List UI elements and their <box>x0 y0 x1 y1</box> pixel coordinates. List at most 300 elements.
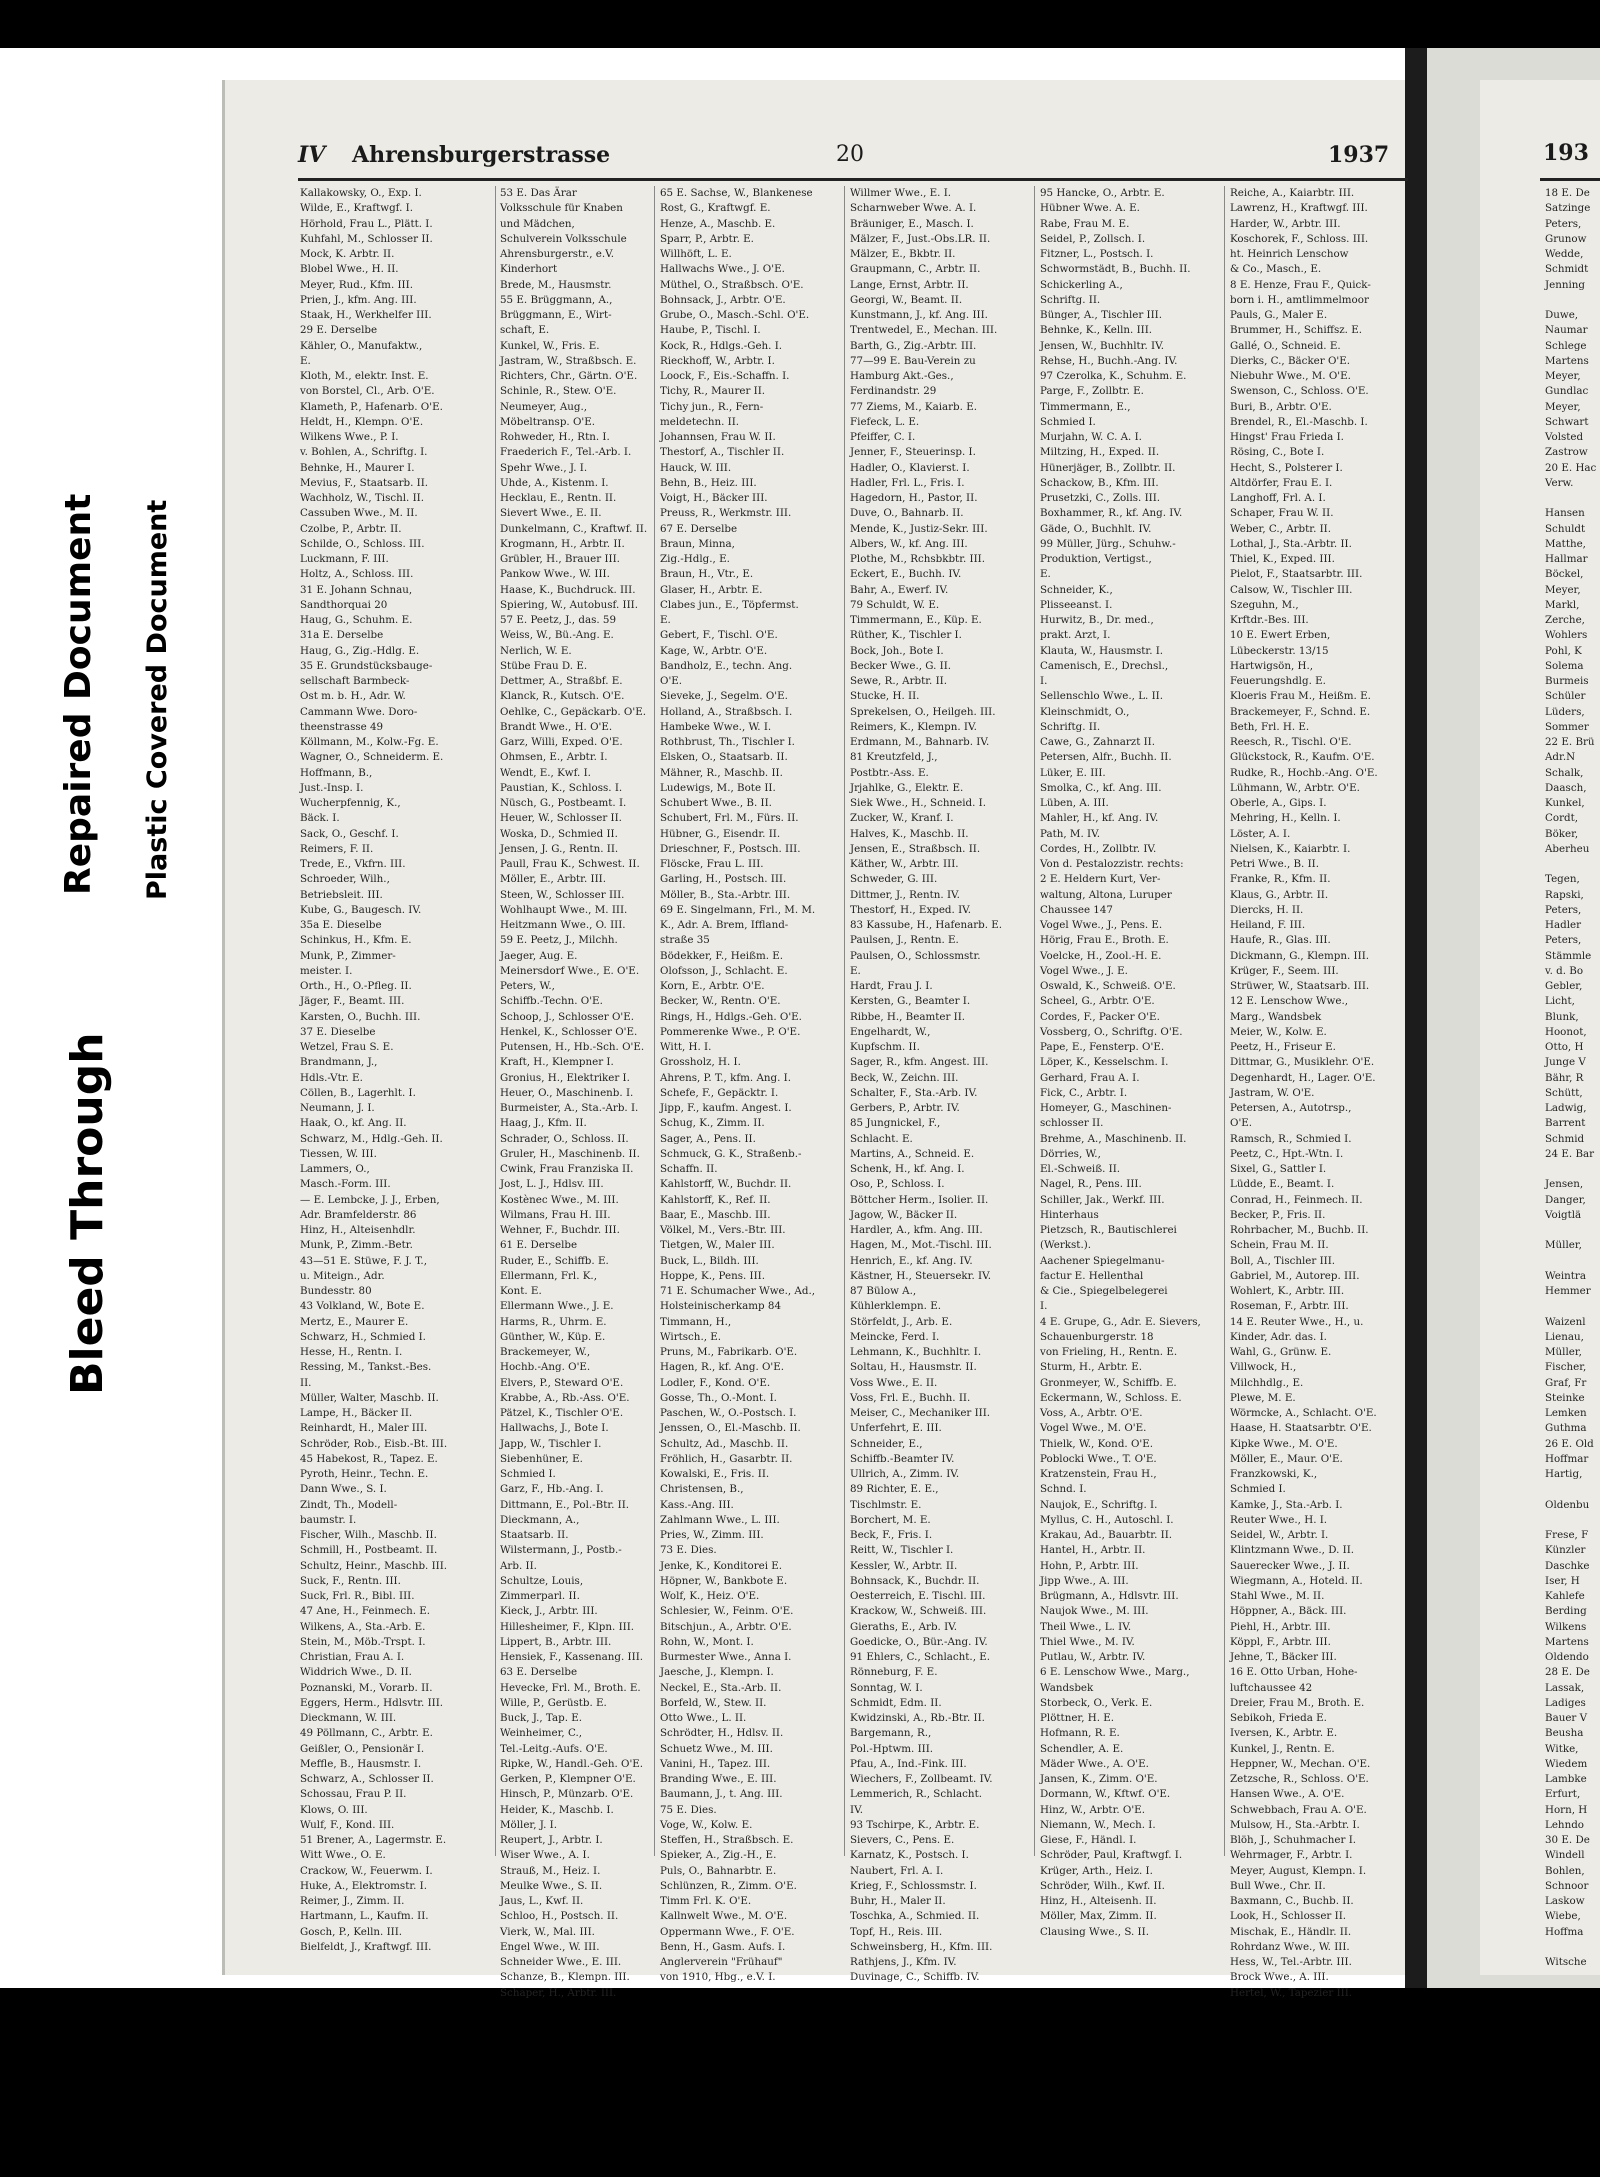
directory-entry: Schauenburgerstr. 18 <box>1040 1330 1154 1343</box>
directory-entry: Pfau, A., Ind.-Fink. III. <box>850 1757 967 1770</box>
directory-entry: 29 E. Derselbe <box>300 324 378 337</box>
directory-entry: Holtz, A., Schloss. III. <box>300 568 414 581</box>
directory-entry: straße 35 <box>660 934 710 947</box>
directory-entry: v. Bohlen, A., Schriftg. I. <box>300 446 428 459</box>
directory-entry: Schneider, K., <box>1040 583 1113 596</box>
directory-entry: Wille, P., Gerüstb. E. <box>500 1696 607 1709</box>
directory-entry: Schilde, O., Schloss. III. <box>300 537 425 550</box>
directory-entry: Clabes jun., E., Töpfermst. <box>660 598 799 611</box>
directory-entry: Schröder, Rob., Eisb.-Bt. III. <box>300 1437 448 1450</box>
directory-entry: Schneider Wwe., E. III. <box>500 1956 622 1968</box>
year: 1937 <box>1328 142 1390 168</box>
directory-entry: Bräuniger, E., Masch. I. <box>850 217 974 230</box>
directory-entry: Hesse, H., Rentn. I. <box>300 1346 403 1358</box>
directory-entry: Ahrensburgerstr., e.V. <box>500 248 615 260</box>
directory-entry: Becker, W., Rentn. O'E. <box>660 995 781 1008</box>
directory-entry: Mevius, F., Staatsarb. II. <box>300 476 429 489</box>
column-5 <box>1040 186 1232 1938</box>
facing-page-entry: Duwe, <box>1545 309 1579 321</box>
directory-entry: Gerken, P., Klempner O'E. <box>500 1773 636 1785</box>
facing-page-entry <box>1545 1299 1605 1314</box>
directory-entry: Hadler, O., Klavierst. I. <box>850 461 970 474</box>
directory-entry: Murjahn, W. C. A. I. <box>1040 431 1142 443</box>
directory-entry: u. Miteign., Adr. <box>300 1269 385 1282</box>
directory-entry: Tichy jun., R., Fern- <box>660 400 764 413</box>
directory-entry: Diercks, H. II. <box>1230 903 1304 916</box>
facing-page-entry: Jensen, <box>1545 1178 1584 1191</box>
directory-entry: Nagel, R., Pens. III. <box>1040 1178 1142 1191</box>
directory-entry: Jansen, K., Zimm. O'E. <box>1040 1773 1158 1785</box>
directory-entry: 14 E. Reuter Wwe., H., u. <box>1230 1315 1364 1328</box>
directory-entry: luftchaussee 42 <box>1230 1681 1313 1694</box>
page-number: 20 <box>836 142 864 167</box>
directory-entry: Sixel, G., Sattler I. <box>1230 1163 1327 1175</box>
directory-entry: Garz, Willi, Exped. O'E. <box>500 736 623 748</box>
directory-entry: Branding Wwe., E. III. <box>660 1773 777 1785</box>
directory-entry: Schubert Wwe., B. II. <box>660 797 772 809</box>
directory-entry: Pruns, M., Fabrikarb. O'E. <box>660 1346 798 1358</box>
directory-entry: Wetzel, Frau S. E. <box>300 1041 394 1053</box>
directory-entry: Klintzmann Wwe., D. II. <box>1230 1544 1355 1557</box>
directory-entry: Paulsen, O., Schlossmstr. <box>850 949 981 962</box>
directory-entry: E. <box>1040 568 1051 581</box>
facing-page-entry: Frese, F <box>1545 1529 1589 1541</box>
directory-entry: Lampe, H., Bäcker II. <box>300 1407 413 1419</box>
facing-page-entry: Böckel, <box>1545 568 1584 581</box>
facing-page-entry: Kunkel, <box>1545 797 1585 809</box>
directory-entry: Brüggmann, E., Wirt- <box>500 309 612 321</box>
directory-entry: Siebenhüner, E. <box>500 1452 583 1465</box>
directory-entry: Böttcher Herm., Isolier. II. <box>850 1193 989 1206</box>
facing-page-entry: Lemken <box>1545 1407 1587 1419</box>
directory-entry: Paustian, K., Schloss. I. <box>500 781 623 794</box>
directory-entry: Hadler, Frl. L., Fris. I. <box>850 476 965 489</box>
directory-entry: 16 E. Otto Urban, Hohe- <box>1230 1666 1358 1679</box>
facing-page-entry: Volsted <box>1545 431 1584 443</box>
directory-entry: Braun, H., Vtr., E. <box>660 568 754 581</box>
directory-entry: Schwarz, M., Hdlg.-Geh. II. <box>300 1132 443 1145</box>
directory-entry: ht. Heinrich Lenschow <box>1230 248 1349 260</box>
directory-entry: Drieschner, F., Postsch. III. <box>660 842 801 855</box>
directory-entry: Hagen, M., Mot.-Tischl. III. <box>850 1239 992 1252</box>
directory-entry: Luckmann, F. III. <box>300 553 389 565</box>
directory-entry: Hinz, H., Alteisenh. II. <box>1040 1895 1157 1907</box>
directory-entry: Halves, K., Maschb. II. <box>850 827 969 840</box>
directory-entry: Grube, O., Masch.-Schl. O'E. <box>660 309 810 321</box>
directory-entry: Hochb.-Ang. O'E. <box>500 1361 591 1374</box>
facing-page-entry: Windell <box>1545 1849 1585 1862</box>
directory-entry: 31a E. Derselbe <box>300 629 384 642</box>
directory-entry: Dunkelmann, C., Kraftwf. II. <box>500 522 648 535</box>
directory-entry: Fitzner, L., Postsch. I. <box>1040 248 1154 260</box>
directory-entry: Haase, H. Staatsarbtr. O'E. <box>1230 1422 1372 1435</box>
directory-entry: Sandthorquai 20 <box>300 598 388 611</box>
directory-entry: Theil Wwe., L. IV. <box>1040 1620 1132 1633</box>
facing-page-entry: Junge V <box>1545 1056 1586 1069</box>
directory-entry: 71 E. Schumacher Wwe., Ad., <box>660 1285 815 1297</box>
directory-entry: Nerlich, W. E. <box>500 644 572 657</box>
facing-page-entry: 20 E. Hac <box>1545 461 1597 474</box>
directory-entry: Smolka, C., kf. Ang. III. <box>1040 781 1162 794</box>
directory-entry: Kostènec Wwe., M. III. <box>500 1193 619 1206</box>
directory-entry: Iversen, K., Arbtr. E. <box>1230 1727 1338 1740</box>
directory-entry: Stahl Wwe., M. II. <box>1230 1590 1325 1602</box>
directory-entry: Kamke, J., Sta.-Arb. I. <box>1230 1498 1343 1511</box>
directory-entry: Schultze, Louis, <box>500 1574 584 1587</box>
directory-entry: Crackow, W., Feuerwm. I. <box>300 1864 433 1877</box>
directory-entry: Schinle, R., Stew. O'E. <box>500 385 617 398</box>
directory-entry: Rohrbacher, M., Buchb. II. <box>1230 1224 1369 1236</box>
directory-entry: Lammers, O., <box>300 1163 370 1175</box>
directory-entry: K., Adr. A. Brem, Iffland- <box>660 919 789 931</box>
facing-page-entry: Schwart <box>1545 415 1589 428</box>
directory-entry: Schweder, G. III. <box>850 873 938 886</box>
directory-entry: Tiessen, W. III. <box>300 1147 377 1160</box>
directory-entry: Hünerjäger, B., Zollbtr. II. <box>1040 461 1176 474</box>
facing-page-entry: Peters, <box>1545 934 1582 947</box>
directory-entry: Jenssen, O., El.-Maschb. II. <box>660 1422 801 1435</box>
directory-entry: Sellenschlo Wwe., L. II. <box>1040 690 1164 703</box>
directory-entry: Dörries, W., <box>1040 1147 1101 1160</box>
directory-entry: Franke, R., Kfm. II. <box>1230 873 1331 886</box>
directory-entry: Duve, O., Bahnarb. II. <box>850 507 964 520</box>
directory-entry: Oppermann Wwe., F. O'E. <box>660 1925 795 1938</box>
directory-entry: Schubert, Frl. M., Fürs. II. <box>660 812 799 825</box>
directory-entry: Flöscke, Frau L. III. <box>660 858 764 870</box>
directory-entry: 77—99 E. Bau-Verein zu <box>850 354 976 367</box>
facing-page-entry: Pohl, K <box>1545 644 1582 657</box>
directory-entry: Timmann, H., <box>660 1315 732 1328</box>
directory-entry: Reinhardt, H., Maler III. <box>300 1422 428 1435</box>
directory-entry: Paulsen, J., Rentn. E. <box>850 934 959 947</box>
facing-page-entry: 26 E. Old <box>1545 1437 1594 1450</box>
facing-page-entry: Zastrow <box>1545 446 1588 459</box>
facing-page-entry: Hartig, <box>1545 1468 1583 1480</box>
facing-page-entry: Adr.N <box>1545 751 1576 764</box>
directory-entry: Sprekelsen, O., Heilgeh. III. <box>850 705 996 718</box>
facing-page-entry: Peters, <box>1545 217 1582 230</box>
directory-entry: Pauls, G., Maler E. <box>1230 309 1328 321</box>
facing-page-entry: Müller, <box>1545 1239 1582 1252</box>
directory-entry: Naujok, E., Schriftg. I. <box>1040 1498 1158 1511</box>
directory-entry: 83 Kassube, H., Hafenarb. E. <box>850 919 1003 931</box>
directory-entry: (Werkst.). <box>1040 1239 1092 1252</box>
directory-entry: Reimers, K., Klempn. IV. <box>850 720 977 733</box>
facing-page-entry: Meyer, <box>1545 583 1581 596</box>
directory-entry: Marg., Wandsbek <box>1230 1010 1322 1023</box>
facing-page-entry: Lambke <box>1545 1773 1587 1785</box>
directory-entry: Karsten, O., Buchh. III. <box>300 1010 421 1023</box>
directory-entry: Müthel, O., Straßbsch. O'E. <box>660 278 804 291</box>
directory-entry: Schrödter, H., Hdlsv. II. <box>660 1727 784 1740</box>
directory-entry: Blöh, J., Schuhmacher I. <box>1230 1834 1357 1846</box>
directory-entry: Hecht, S., Polsterer I. <box>1230 461 1343 474</box>
facing-page-entry: Lüders, <box>1545 705 1585 718</box>
directory-entry: Peters, W., <box>500 980 555 992</box>
facing-page-entry: Sommer <box>1545 720 1589 733</box>
directory-entry: Haag, J., Kfm. II. <box>500 1117 587 1130</box>
directory-entry: Meulke Wwe., S. II. <box>500 1879 603 1892</box>
facing-page-entry: Hallmar <box>1545 553 1588 565</box>
directory-entry: Sewe, R., Arbtr. II. <box>850 675 948 687</box>
directory-entry: Wilstermann, J., Postb.- <box>500 1544 622 1557</box>
directory-entry: 2 E. Heldern Kurt, Ver- <box>1040 873 1161 886</box>
directory-entry: Reitt, W., Tischler I. <box>850 1544 954 1557</box>
street-name: Ahrensburgerstrasse <box>352 142 611 168</box>
directory-entry: Arb. II. <box>500 1559 537 1572</box>
directory-entry: Jastram, W. O'E. <box>1230 1086 1315 1099</box>
directory-entry: 87 Bülow A., <box>850 1285 917 1297</box>
directory-entry: 4 E. Grupe, G., Adr. E. Sievers, <box>1040 1315 1201 1328</box>
directory-entry: Klows, O. III. <box>300 1803 368 1816</box>
directory-entry: Woska, D., Schmied II. <box>500 827 618 840</box>
directory-entry: Cawe, G., Zahnarzt II. <box>1040 736 1156 748</box>
directory-entry: Rabe, Frau M. E. <box>1040 217 1130 230</box>
directory-entry: Wachholz, W., Tischl. II. <box>300 492 425 504</box>
directory-entry: Jensen, J. G., Rentn. II. <box>500 842 619 855</box>
directory-entry: Brandt Wwe., H. O'E. <box>500 720 613 733</box>
directory-entry: Schiffb.-Beamter IV. <box>850 1452 955 1465</box>
directory-entry: Burmester Wwe., Anna I. <box>660 1651 792 1663</box>
directory-entry: Gerbers, P., Arbtr. IV. <box>850 1102 960 1114</box>
directory-entry: Ahrens, P. T., kfm. Ang. I. <box>660 1071 792 1084</box>
column-divider <box>1224 186 1225 1856</box>
directory-entry: 51 Brener, A., Lagermstr. E. <box>300 1834 447 1846</box>
directory-entry: Wehner, F., Buchdr. III. <box>500 1224 620 1236</box>
directory-entry: Schlesier, W., Feinm. O'E. <box>660 1605 794 1618</box>
directory-entry: Brede, M., Hausmstr. <box>500 278 612 291</box>
directory-entry: Schuetz Wwe., M. III. <box>660 1742 773 1755</box>
directory-entry: Schulverein Volksschule <box>500 232 627 245</box>
facing-page-entry: Ladiges <box>1545 1696 1586 1709</box>
header-rule <box>298 178 1408 181</box>
directory-entry: Heiland, F. III. <box>1230 919 1306 931</box>
directory-entry: Kahlstorff, K., Ref. II. <box>660 1193 771 1206</box>
facing-page-entry: Gebler, <box>1545 980 1583 992</box>
facing-page-entry: Naumar <box>1545 324 1588 337</box>
directory-entry: Schiffb.-Techn. O'E. <box>500 995 603 1008</box>
directory-entry: Prien, J., kfm. Ang. III. <box>300 293 417 306</box>
directory-entry: Jehne, T., Bäcker III. <box>1230 1651 1337 1663</box>
directory-entry: Steen, W., Schlosser III. <box>500 888 625 901</box>
directory-entry: Strauß, M., Heiz. I. <box>500 1864 601 1877</box>
facing-page-entry: Jenning <box>1545 278 1586 291</box>
directory-entry: Lüdde, E., Beamt. I. <box>1230 1178 1335 1191</box>
directory-entry: Wehrmager, F., Arbtr. I. <box>1230 1849 1353 1862</box>
directory-entry: Hess, W., Tel.-Arbtr. III. <box>1230 1956 1352 1968</box>
directory-entry: E. <box>660 614 671 626</box>
facing-page-entry <box>1545 1482 1605 1497</box>
directory-entry: 85 Jungnickel, F., <box>850 1117 941 1130</box>
directory-entry: Kästner, H., Steuersekr. IV. <box>850 1269 991 1282</box>
directory-entry: Putensen, H., Hb.-Sch. O'E. <box>500 1041 645 1053</box>
directory-entry: Tel.-Leitg.-Aufs. O'E. <box>500 1742 608 1755</box>
directory-entry: Parge, F., Zollbtr. E. <box>1040 385 1144 398</box>
directory-entry: Paull, Frau K., Schwest. II. <box>500 858 640 870</box>
directory-entry: Sauerecker Wwe., J. II. <box>1230 1559 1350 1572</box>
directory-entry: meldetechn. II. <box>660 415 740 428</box>
facing-page-entry: Künzler <box>1545 1544 1586 1557</box>
directory-entry: Rüther, K., Tischler I. <box>850 629 962 642</box>
directory-entry: Holsteinischerkamp 84 <box>660 1300 782 1313</box>
directory-entry: Georgi, W., Beamt. II. <box>850 293 963 306</box>
directory-entry: Zig.-Hdlg., E. <box>660 553 730 565</box>
directory-entry: Weiss, W., Bü.-Ang. E. <box>500 629 614 642</box>
directory-entry: Ressing, M., Tankst.-Bes. <box>300 1361 432 1374</box>
directory-entry: Kage, W., Arbtr. O'E. <box>660 644 768 657</box>
facing-page-entry <box>1545 1162 1605 1177</box>
directory-entry: Neckel, E., Sta.-Arb. II. <box>660 1681 782 1694</box>
directory-entry: E. <box>300 354 311 367</box>
directory-entry: Schriftg. II. <box>1040 720 1101 733</box>
directory-entry: Soltau, H., Hausmstr. II. <box>850 1361 977 1374</box>
directory-entry: 79 Schuldt, W. E. <box>850 598 940 611</box>
directory-entry: Burmeister, A., Sta.-Arb. I. <box>500 1102 639 1114</box>
directory-entry: 97 Czerolka, K., Schuhm. E. <box>1040 370 1187 382</box>
directory-entry: Günther, W., Küp. E. <box>500 1330 606 1343</box>
directory-entry: Klanck, R., Kutsch. O'E. <box>500 690 625 703</box>
directory-entry: Neumeyer, Aug., <box>500 400 588 413</box>
facing-page-entry: Rapski, <box>1545 888 1584 901</box>
directory-entry: Hohn, P., Arbtr. III. <box>1040 1559 1139 1572</box>
directory-entry: Piehl, H., Arbtr. III. <box>1230 1620 1331 1633</box>
directory-entry: schaft, E. <box>500 324 550 337</box>
directory-entry: Behnke, K., Kelln. III. <box>1040 324 1153 337</box>
directory-entry: Gieraths, E., Arb. IV. <box>850 1620 958 1633</box>
directory-entry: Kunstmann, J., kf. Ang. III. <box>850 309 988 321</box>
directory-entry: Roseman, F., Arbtr. III. <box>1230 1300 1349 1313</box>
directory-entry: Brügmann, A., Hdlsvtr. III. <box>1040 1590 1179 1602</box>
facing-page-entry: Daasch, <box>1545 781 1587 794</box>
facing-page-entry: Schmid <box>1545 1132 1585 1145</box>
directory-entry: Von d. Pestalozzistr. rechts: <box>1040 858 1184 870</box>
directory-entry: Krftdr.-Bes. III. <box>1230 614 1309 626</box>
directory-entry: Rösing, C., Bote I. <box>1230 446 1325 459</box>
directory-entry: Hardt, Frau J. I. <box>850 980 933 992</box>
directory-entry: Krackow, W., Schweiß. III. <box>850 1605 987 1618</box>
directory-entry: Dittmann, E., Pol.-Btr. II. <box>500 1498 630 1511</box>
directory-entry: Schloo, H., Postsch. II. <box>500 1910 619 1923</box>
facing-page-column <box>1545 186 1605 1970</box>
directory-entry: Harms, R., Uhrm. E. <box>500 1315 607 1328</box>
directory-entry: Strüwer, W., Staatsarb. III. <box>1230 980 1370 992</box>
facing-page-entry: Hemmer <box>1545 1285 1591 1297</box>
directory-entry: Kinderhort <box>500 263 558 276</box>
facing-page-entry <box>1545 1940 1605 1955</box>
label-plastic-covered: Plastic Covered Document <box>142 499 173 900</box>
directory-entry: Schmuck, G. K., Straßenb.- <box>660 1147 802 1160</box>
directory-entry: Kähler, O., Manufaktw., <box>300 339 423 352</box>
directory-entry: Wirtsch., E. <box>660 1330 722 1343</box>
directory-entry: Oswald, K., Schweiß. O'E. <box>1040 980 1176 992</box>
column-4 <box>850 186 1042 1984</box>
directory-entry: Calsow, W., Tischler III. <box>1230 583 1353 596</box>
directory-entry: Bohnsack, K., Buchdr. II. <box>850 1574 980 1587</box>
directory-entry: 99 Müller, Jürg., Schuhw.- <box>1040 537 1176 550</box>
directory-entry: Rieckhoff, W., Arbtr. I. <box>660 354 775 367</box>
directory-entry: Witt, H. I. <box>660 1041 712 1053</box>
directory-entry: Mahler, H., kf. Ang. IV. <box>1040 812 1159 825</box>
facing-page-entry: Böker, <box>1545 827 1579 840</box>
directory-entry: 59 E. Peetz, J., Milchh. <box>500 934 618 947</box>
directory-entry: Cordes, H., Zollbtr. IV. <box>1040 842 1157 855</box>
directory-entry: Fröhlich, H., Gasarbtr. II. <box>660 1452 793 1465</box>
directory-entry: Naujok Wwe., M. III. <box>1040 1605 1149 1618</box>
directory-entry: Reimers, F. II. <box>300 842 374 855</box>
label-repaired-document: Repaired Document <box>58 493 99 895</box>
facing-page-entry: Berding <box>1545 1605 1587 1618</box>
directory-entry: Bahr, A., Ewerf. IV. <box>850 583 949 596</box>
directory-entry: Beth, Frl. H. E. <box>1230 720 1310 733</box>
facing-page-entry: Witsche <box>1545 1956 1587 1968</box>
directory-entry: Haak, O., kf. Ang. II. <box>300 1117 407 1130</box>
directory-entry: 45 Habekost, R., Tapez. E. <box>300 1452 438 1465</box>
facing-page-entry: Iser, H <box>1545 1574 1580 1587</box>
directory-entry: Witt Wwe., O. E. <box>300 1849 386 1862</box>
directory-entry: Reuter Wwe., H. I. <box>1230 1513 1328 1526</box>
directory-entry: Vogel Wwe., M. O'E. <box>1040 1422 1147 1435</box>
directory-entry: I. <box>1040 1300 1048 1313</box>
facing-page-entry: Aberheu <box>1545 842 1590 855</box>
facing-page-entry <box>1545 1254 1605 1269</box>
directory-entry: Meyer, Rud., Kfm. III. <box>300 278 413 291</box>
directory-entry: Schaffn. II. <box>660 1163 718 1175</box>
directory-entry: Rudke, R., Hochb.-Ang. O'E. <box>1230 766 1378 779</box>
directory-entry: Schultz, Ad., Maschb. II. <box>660 1437 789 1450</box>
directory-entry: Gebert, F., Tischl. O'E. <box>660 629 778 642</box>
directory-entry: Kratzenstein, Frau H., <box>1040 1468 1157 1480</box>
directory-entry: Eckert, E., Buchh. IV. <box>850 568 962 581</box>
facing-page-entry: Blunk, <box>1545 1010 1579 1023</box>
directory-entry: Zetzsche, R., Schloss. O'E. <box>1230 1773 1369 1785</box>
directory-entry: Sebikoh, Frieda E. <box>1230 1712 1327 1724</box>
directory-entry: Voelcke, H., Zool.-H. E. <box>1040 949 1162 962</box>
directory-entry: Baxmann, C., Buchb. II. <box>1230 1895 1354 1907</box>
directory-entry: Krogmann, H., Arbtr. II. <box>500 537 625 550</box>
directory-entry: 12 E. Lenschow Wwe., <box>1230 995 1349 1008</box>
directory-entry: Glaser, H., Arbtr. E. <box>660 583 763 596</box>
directory-entry: Conrad, H., Feinmech. II. <box>1230 1193 1363 1206</box>
directory-entry: Kersten, G., Beamter I. <box>850 995 971 1008</box>
directory-entry: Christensen, B., <box>660 1483 744 1496</box>
directory-entry: Höppner, A., Bäck. III. <box>1230 1605 1347 1618</box>
directory-entry: Haase, K., Buchdruck. III. <box>500 583 636 596</box>
facing-page-entry: Danger, <box>1545 1193 1586 1206</box>
directory-entry: Wilkens Wwe., P. I. <box>300 431 399 443</box>
directory-entry: Schanze, B., Klempn. III. <box>500 1971 630 1984</box>
directory-entry: Klauta, W., Hausmstr. I. <box>1040 644 1164 657</box>
facing-page-entry: Hoonot, <box>1545 1025 1587 1038</box>
directory-entry: Boxhammer, R., kf. Ang. IV. <box>1040 507 1183 520</box>
directory-entry: Staatsarb. II. <box>500 1529 569 1541</box>
directory-entry: Willhöft, L. E. <box>660 248 732 260</box>
directory-entry: Heuer, W., Schlosser II. <box>500 812 622 825</box>
directory-entry: Suck, Frl. R., Bibl. III. <box>300 1590 415 1602</box>
directory-entry: Baar, E., Maschb. III. <box>660 1208 771 1221</box>
directory-entry: Grossholz, H. I. <box>660 1056 741 1069</box>
directory-entry: 89 Richter, E. E., <box>850 1483 939 1496</box>
facing-page-entry: Barrent <box>1545 1117 1586 1130</box>
directory-entry: Harder, W., Arbtr. III. <box>1230 217 1341 230</box>
directory-entry: Lange, Ernst, Arbtr. II. <box>850 278 969 291</box>
directory-entry: Schmidt, Edm. II. <box>850 1696 942 1709</box>
directory-entry: Borfeld, W., Stew. II. <box>660 1696 767 1709</box>
directory-entry: Mälzer, E., Bkbtr. II. <box>850 248 956 260</box>
directory-entry: Hartwigsön, H., <box>1230 659 1314 672</box>
directory-entry: Engelhardt, W., <box>850 1025 931 1038</box>
directory-entry: Heuer, O., Maschinenb. I. <box>500 1086 634 1099</box>
directory-entry: Schneider, E., <box>850 1437 923 1450</box>
